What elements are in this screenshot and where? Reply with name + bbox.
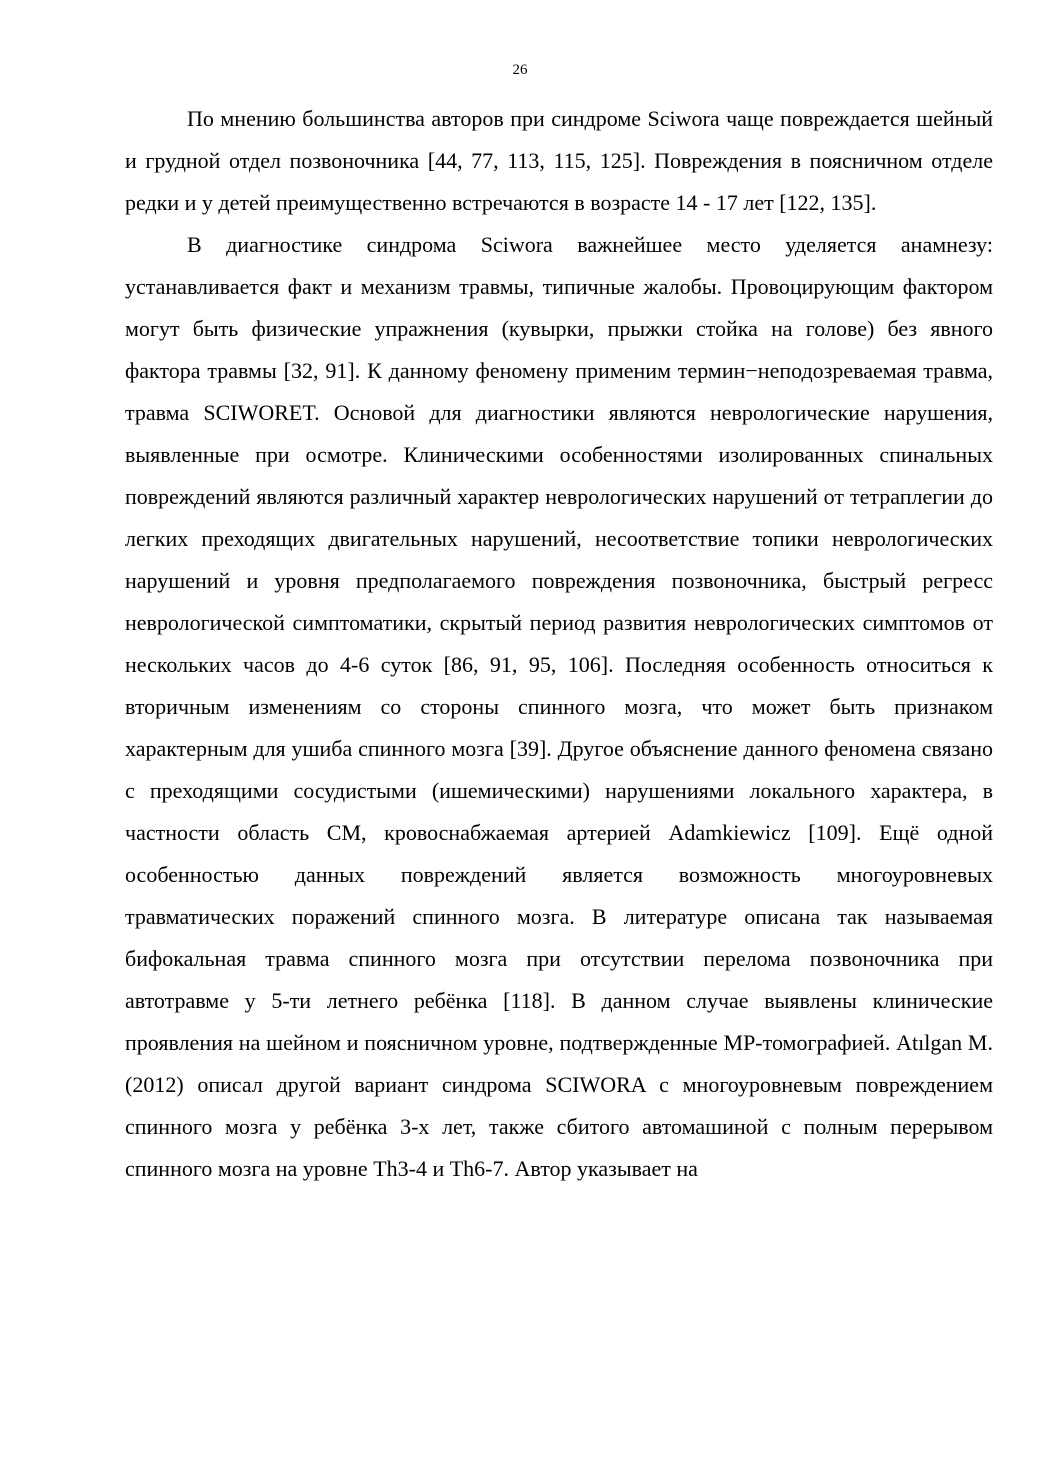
page-number: 26 bbox=[512, 62, 528, 78]
paragraph-sciwora-localization: По мнению большинства авторов при синдроме Sciwora чаще повреждается шейный и грудной отдел позвоночника [44, 77, 113, 115, 125]. Повреждения в поясничном отделе редки и у детей преимущественно встречаются в возрасте 14 - 17 лет [122, 135]. bbox=[125, 106, 993, 215]
body-text bbox=[125, 98, 993, 1190]
paragraph-sciwora-diagnostics: В диагностике синдрома Sciwora важнейшее место уделяется анамнезу: устанавливается факт и механизм травмы, типичные жалобы. Провоцирующим фактором могут быть физические упражнения (кувырки, прыжки стойка на голове) без явного фактора травмы [32, 91]. К данному феномену применим термин−неподозреваемая травма, травма SCIWORET. Основой для диагностики являются неврологические нарушения, выявленные при осмотре. Клиническими особенностями изолированных спинальных повреждений являются различный характер неврологических нарушений от тетраплегии до легких преходящих двигательных нарушений, несоответствие топики неврологических нарушений и уровня предполагаемого повреждения позвоночника, быстрый регресс неврологической симптоматики, скрытый период развития неврологических симптомов от нескольких часов до 4-6 суток [86, 91, 95, 106]. Последняя особенность относиться к вторичным изменениям со стороны спинного мозга, что может быть признаком характерным для ушиба спинного мозга [39]. Другое объяснение данного феномена связано с преходящими сосудистыми (ишемическими) нарушениями локального характера, в частности область СМ, кровоснабжаемая артерией Adamkiewicz [109]. Ещё одной особенностью данных повреждений является возможность многоуровневых травматических поражений спинного мозга. В литературе описана так называемая бифокальная травма спинного мозга при отсутствии перелома позвоночника при автотравме у 5-ти летнего ребёнка [118]. В данном случае выявлены клинические проявления на шейном и поясничном уровне, подтвержденные МР-томографией. Atılgan M. (2012) описал другой вариант синдрома SCIWORA с многоуровневым повреждением спинного мозга у ребёнка 3-х лет, также сбитого автомашиной с полным перерывом спинного мозга на уровне Th3-4 и Th6-7. Автор указывает на bbox=[125, 232, 993, 1181]
